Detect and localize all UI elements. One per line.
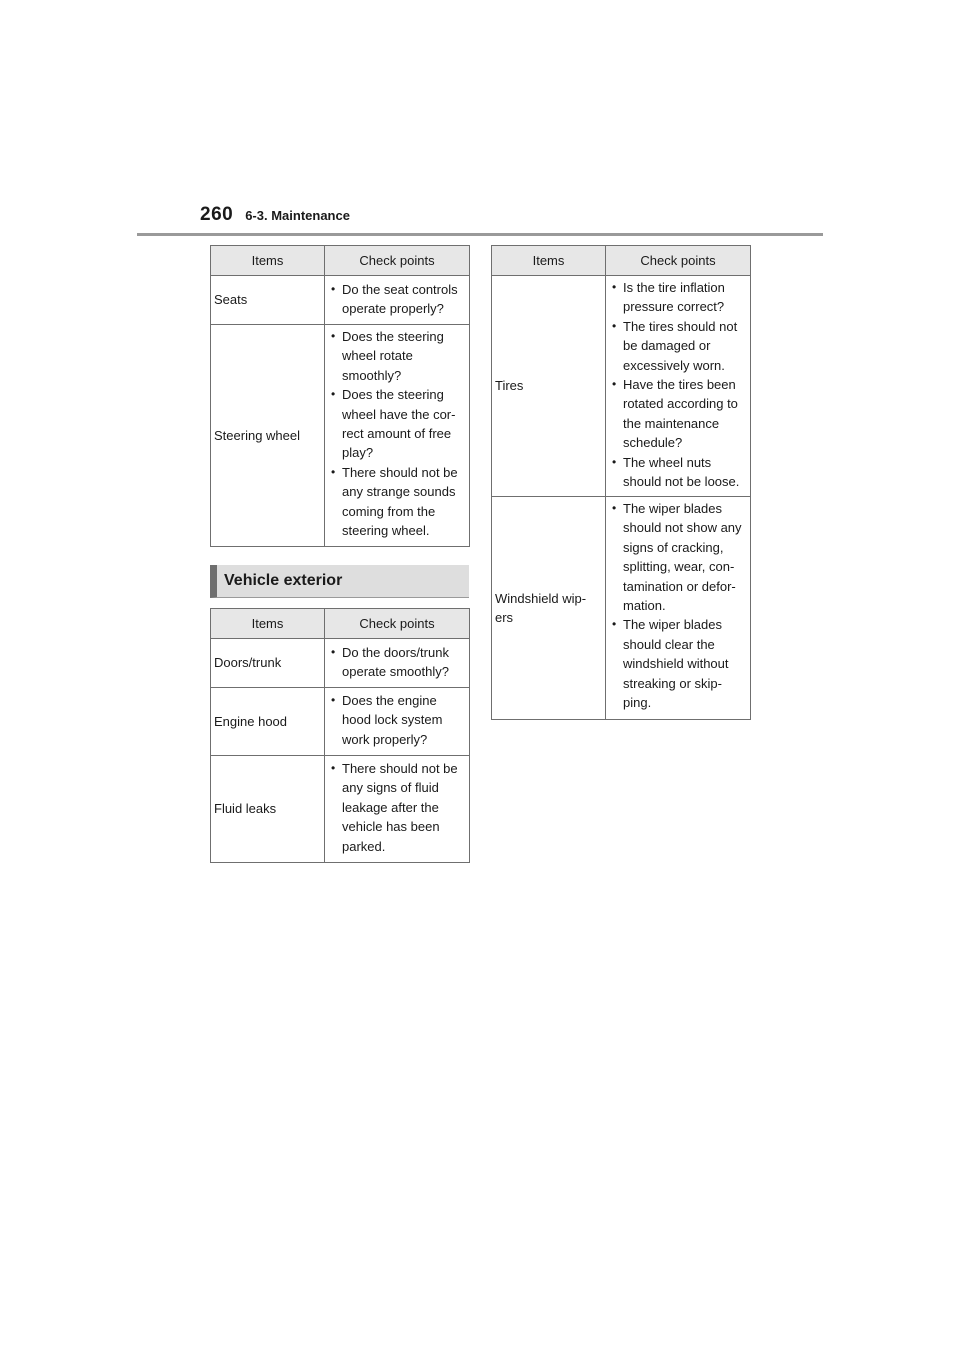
section-title: 6-3. Maintenance [245,208,350,223]
check-point: • There should not be any strange sounds coming from the steering wheel. [329,463,466,541]
interior-check-table [210,245,470,547]
check-point: • Does the steering wheel rotate smoothly? [329,327,466,385]
table-row [211,639,470,688]
check-points-cell [325,756,470,863]
check-points-cell [606,497,751,720]
check-point: • There should not be any signs of fluid leakage after the vehicle has been parked. [329,759,466,856]
column-header-items: Items [211,609,325,639]
table-row [211,325,470,547]
item-cell: Doors/trunk [211,639,325,688]
check-point: • The wheel nuts should not be loose. [610,453,747,492]
tires-wipers-check-table [491,245,751,720]
check-point: • Is the tire inflation pressure correct? [610,278,747,317]
table-row [492,276,751,497]
column-header-check-points: Check points [325,609,470,639]
check-point: • Does the engine hood lock system work properly? [329,691,466,749]
table-row [211,688,470,756]
check-points-cell [325,276,470,325]
exterior-check-table [210,608,470,863]
column-header-check-points: Check points [606,246,751,276]
check-point: • Do the seat controls operate properly? [329,280,466,319]
page-header [200,204,350,226]
check-point: • The tires should not be damaged or excessively worn. [610,317,747,375]
check-point: • Have the tires been rotated according to the maintenance schedule? [610,375,747,453]
header-rule [137,233,823,236]
column-header-items: Items [211,246,325,276]
check-points-cell [325,325,470,547]
table-header-row [211,246,470,276]
check-point: • The wiper blades should clear the windshield without streaking or skip-ping. [610,615,747,712]
check-points-cell [606,276,751,497]
table-row [211,276,470,325]
item-cell: Steering wheel [211,325,325,547]
check-points-cell [325,688,470,756]
item-cell: Windshield wip-ers [492,497,606,720]
table-row [211,756,470,863]
page-number: 260 [200,204,234,225]
table-header-row [492,246,751,276]
vehicle-exterior-heading: Vehicle exterior [210,565,469,598]
column-header-items: Items [492,246,606,276]
column-header-check-points: Check points [325,246,470,276]
table-row [492,497,751,720]
check-points-cell [325,639,470,688]
item-cell: Tires [492,276,606,497]
table-header-row [211,609,470,639]
check-point: • Does the steering wheel have the cor-rect amount of free play? [329,385,466,463]
check-point: • The wiper blades should not show any signs of cracking, splitting, wear, con-tamination or defor-mation. [610,499,747,615]
item-cell: Engine hood [211,688,325,756]
check-point: • Do the doors/trunk operate smoothly? [329,643,466,682]
item-cell: Seats [211,276,325,325]
item-cell: Fluid leaks [211,756,325,863]
